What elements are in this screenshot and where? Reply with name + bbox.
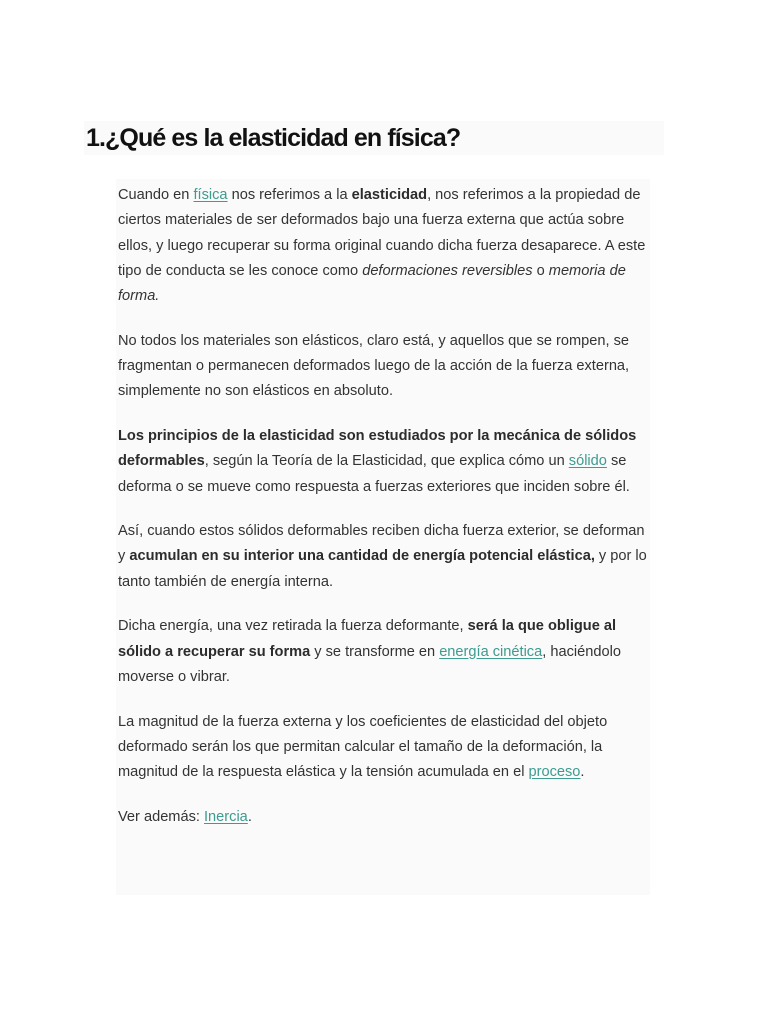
inercia-link[interactable]: Inercia — [204, 808, 248, 825]
paragraph-text: Así, cuando estos sólidos deformables reciben dicha fuerza exterior, se deforman y — [118, 523, 645, 565]
paragraph-text: . — [580, 764, 585, 781]
article-paragraph — [118, 519, 650, 595]
bold-text: acumulan en su interior una cantidad de energía potencial elástica, — [129, 548, 595, 565]
article-paragraph — [118, 805, 650, 830]
bold-text: Los principios de la elasticidad son estudiados por la mecánica de sólidos deformables — [118, 427, 637, 470]
proceso-link[interactable]: proceso — [528, 764, 581, 781]
paragraph-text: y por lo tanto también de energía interna. — [118, 548, 647, 590]
article-paragraph — [118, 424, 650, 500]
page-title: 1.¿Qué es la elasticidad en física? — [86, 124, 461, 152]
paragraph-text: La magnitud de la fuerza externa y los coeficientes de elasticidad del objeto deformado serán los que permitan calcular el tamaño de la deformación, la magnitud de la respuesta elástica y la tensión acumulada en el — [118, 713, 608, 781]
article-paragraph — [118, 329, 650, 405]
paragraph-text: Dicha energía, una vez retirada la fuerza deformante, — [118, 618, 468, 635]
paragraph-text: o — [532, 262, 549, 279]
bold-text: elasticidad — [351, 187, 428, 203]
article-paragraph — [118, 710, 650, 786]
paragraph-text: nos referimos a la — [227, 187, 352, 203]
paragraph-text: No todos los materiales son elásticos, claro está, y aquellos que se rompen, se fragmentan o permanecen deformados luego de la acción de la fuerza externa, simplemente no son elásticos en absoluto. — [118, 332, 630, 400]
paragraph-text: . — [247, 808, 252, 825]
fisica-link[interactable]: física — [193, 187, 228, 203]
paragraph-text: Cuando en — [118, 187, 194, 203]
paragraph-text: Ver además: — [118, 808, 204, 825]
paragraph-text: , nos referimos a la propiedad de ciertos materiales de ser deformados bajo una fuerza externa que actúa sobre ellos, y luego recuperar su forma original cuando dicha fuerza desaparece. A este tipo de conducta se les conoce como — [118, 187, 646, 279]
solido-link[interactable]: sólido — [568, 453, 607, 470]
paragraph-text: y se transforme en — [310, 643, 440, 660]
article-paragraph — [118, 183, 650, 309]
paragraph-text: se deforma o se mueve como respuesta a fuerzas exteriores que inciden sobre él. — [118, 453, 630, 495]
energia-cinetica-link[interactable]: energía cinética — [439, 643, 543, 660]
article-body — [118, 183, 650, 849]
paragraph-text: , según la Teoría de la Elasticidad, que explica cómo un — [204, 453, 569, 470]
article-paragraph — [118, 614, 650, 690]
paragraph-text: , haciéndolo moverse o vibrar. — [118, 643, 621, 685]
italic-text: memoria de forma. — [118, 262, 626, 305]
italic-text: deformaciones reversibles — [362, 262, 533, 279]
bold-text: será la que obligue al sólido a recuperar su forma — [118, 618, 617, 660]
